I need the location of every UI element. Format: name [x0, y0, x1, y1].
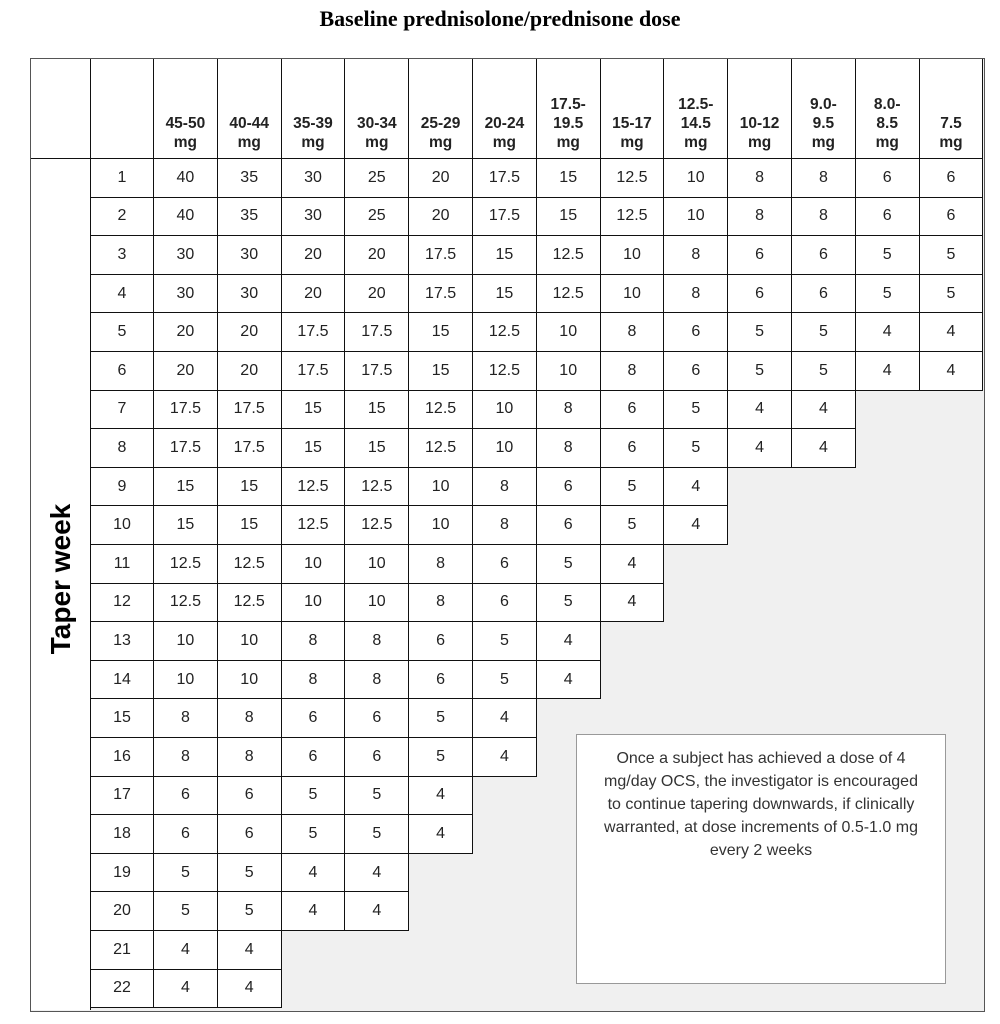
dose-cell: 4	[218, 931, 282, 970]
dose-cell: 10	[218, 622, 282, 661]
page-title: Baseline prednisolone/prednisone dose	[319, 6, 681, 31]
dose-cell: 10	[473, 429, 537, 468]
dose-cell: 15	[473, 236, 537, 275]
dose-cell: 4	[537, 661, 601, 700]
dose-cell: 4	[856, 313, 920, 352]
dose-cell: 5	[792, 352, 856, 391]
dose-column-header: 15-17 mg	[601, 59, 665, 159]
dose-cell: 12.5	[473, 352, 537, 391]
dose-cell: 30	[154, 236, 218, 275]
dose-cell: 20	[282, 275, 346, 314]
dose-cell: 4	[154, 970, 218, 1009]
dose-cell: 4	[345, 854, 409, 893]
dose-cell: 12.5	[537, 236, 601, 275]
dose-column-header: 17.5- 19.5 mg	[537, 59, 601, 159]
dose-cell: 15	[218, 468, 282, 507]
dose-cell: 17.5	[218, 429, 282, 468]
taper-week-number: 16	[91, 738, 154, 777]
dose-cell: 5	[345, 815, 409, 854]
dose-cell: 15	[345, 429, 409, 468]
dose-cell: 5	[154, 854, 218, 893]
dose-cell: 5	[409, 738, 473, 777]
dose-column-header: 45-50 mg	[154, 59, 218, 159]
dose-cell: 17.5	[154, 429, 218, 468]
dose-cell: 30	[218, 275, 282, 314]
taper-week-number: 19	[91, 854, 154, 893]
dose-cell: 5	[792, 313, 856, 352]
dose-cell: 12.5	[409, 391, 473, 430]
taper-week-number: 14	[91, 661, 154, 700]
dose-cell: 6	[473, 584, 537, 623]
dose-cell: 10	[345, 584, 409, 623]
dose-cell: 6	[920, 159, 984, 198]
dose-cell: 4	[664, 468, 728, 507]
dose-cell: 5	[601, 506, 665, 545]
dose-cell: 25	[345, 198, 409, 237]
dose-cell: 6	[601, 429, 665, 468]
dose-cell: 6	[728, 236, 792, 275]
taper-week-number: 7	[91, 391, 154, 430]
dose-cell: 4	[728, 391, 792, 430]
dose-cell: 10	[154, 622, 218, 661]
dose-cell: 6	[537, 468, 601, 507]
dose-cell: 5	[473, 661, 537, 700]
dose-cell: 8	[664, 275, 728, 314]
dose-cell: 6	[664, 313, 728, 352]
taper-week-number: 15	[91, 699, 154, 738]
dose-cell: 17.5	[154, 391, 218, 430]
dose-cell: 4	[409, 777, 473, 816]
dose-cell: 10	[282, 545, 346, 584]
dose-cell: 8	[282, 622, 346, 661]
dose-cell: 20	[282, 236, 346, 275]
taper-week-number: 20	[91, 892, 154, 931]
dose-cell: 8	[792, 198, 856, 237]
dose-cell: 4	[728, 429, 792, 468]
taper-week-number: 2	[91, 198, 154, 237]
taper-week-number: 12	[91, 584, 154, 623]
dose-cell: 10	[154, 661, 218, 700]
dose-cell: 4	[473, 699, 537, 738]
dose-cell: 8	[218, 699, 282, 738]
dose-cell: 4	[601, 545, 665, 584]
dose-cell: 6	[282, 738, 346, 777]
dose-cell: 12.5	[154, 545, 218, 584]
dose-cell: 17.5	[218, 391, 282, 430]
week-column-header	[91, 59, 154, 159]
dose-cell: 12.5	[409, 429, 473, 468]
dose-cell: 8	[282, 661, 346, 700]
dose-cell: 4	[409, 815, 473, 854]
taper-week-number: 1	[91, 159, 154, 198]
dose-cell: 17.5	[282, 313, 346, 352]
dose-cell: 5	[728, 313, 792, 352]
dose-cell: 10	[537, 352, 601, 391]
dose-cell: 12.5	[282, 506, 346, 545]
dose-cell: 15	[409, 313, 473, 352]
dose-cell: 20	[409, 198, 473, 237]
dose-cell: 15	[282, 391, 346, 430]
taper-note: Once a subject has achieved a dose of 4 mg/day OCS, the investigator is encouraged to continue tapering downwards, if clinically warranted, at dose increments of 0.5-1.0 mg every 2 weeks	[576, 734, 946, 984]
dose-cell: 6	[218, 777, 282, 816]
dose-column-header: 30-34 mg	[345, 59, 409, 159]
axis-label: Taper week	[45, 503, 76, 655]
dose-cell: 6	[856, 198, 920, 237]
dose-cell: 5	[856, 236, 920, 275]
dose-cell: 6	[537, 506, 601, 545]
taper-week-number: 4	[91, 275, 154, 314]
dose-cell: 8	[728, 159, 792, 198]
corner-cell	[31, 59, 91, 159]
dose-cell: 20	[409, 159, 473, 198]
dose-cell: 4	[792, 391, 856, 430]
dose-cell: 8	[537, 391, 601, 430]
taper-week-number: 5	[91, 313, 154, 352]
dose-cell: 6	[154, 815, 218, 854]
dose-cell: 12.5	[473, 313, 537, 352]
dose-cell: 6	[154, 777, 218, 816]
taper-week-number: 13	[91, 622, 154, 661]
dose-cell: 25	[345, 159, 409, 198]
dose-cell: 6	[409, 661, 473, 700]
dose-cell: 17.5	[345, 352, 409, 391]
dose-cell: 15	[409, 352, 473, 391]
dose-cell: 6	[218, 815, 282, 854]
dose-cell: 6	[345, 738, 409, 777]
dose-cell: 5	[345, 777, 409, 816]
dose-cell: 17.5	[473, 198, 537, 237]
dose-cell: 4	[601, 584, 665, 623]
dose-cell: 20	[345, 236, 409, 275]
dose-cell: 15	[345, 391, 409, 430]
dose-cell: 5	[473, 622, 537, 661]
dose-column-header: 7.5 mg	[920, 59, 984, 159]
taper-week-number: 11	[91, 545, 154, 584]
dose-cell: 8	[345, 661, 409, 700]
dose-cell: 20	[154, 352, 218, 391]
dose-cell: 8	[537, 429, 601, 468]
dose-cell: 4	[154, 931, 218, 970]
dose-cell: 8	[409, 545, 473, 584]
dose-cell: 5	[537, 584, 601, 623]
dose-cell: 10	[664, 159, 728, 198]
dose-cell: 6	[792, 236, 856, 275]
dose-cell: 5	[920, 275, 984, 314]
dose-cell: 10	[409, 506, 473, 545]
dose-cell: 30	[154, 275, 218, 314]
dose-cell: 12.5	[601, 198, 665, 237]
taper-week-number: 18	[91, 815, 154, 854]
dose-cell: 30	[218, 236, 282, 275]
dose-cell: 15	[154, 468, 218, 507]
dose-cell: 35	[218, 198, 282, 237]
dose-cell: 4	[218, 970, 282, 1009]
dose-cell: 10	[601, 236, 665, 275]
dose-column-header: 10-12 mg	[728, 59, 792, 159]
dose-cell: 5	[282, 815, 346, 854]
dose-column-header: 35-39 mg	[282, 59, 346, 159]
taper-week-number: 22	[91, 970, 154, 1009]
dose-cell: 17.5	[473, 159, 537, 198]
taper-week-number: 6	[91, 352, 154, 391]
dose-cell: 5	[920, 236, 984, 275]
taper-table	[30, 58, 985, 1012]
dose-cell: 35	[218, 159, 282, 198]
dose-cell: 40	[154, 159, 218, 198]
dose-cell: 30	[282, 159, 346, 198]
dose-cell: 17.5	[409, 275, 473, 314]
dose-cell: 15	[218, 506, 282, 545]
dose-cell: 6	[601, 391, 665, 430]
dose-cell: 10	[282, 584, 346, 623]
dose-cell: 12.5	[218, 545, 282, 584]
dose-cell: 5	[728, 352, 792, 391]
dose-cell: 20	[154, 313, 218, 352]
dose-cell: 10	[409, 468, 473, 507]
dose-column-header: 9.0- 9.5 mg	[792, 59, 856, 159]
axis-cell	[31, 159, 91, 1010]
dose-cell: 40	[154, 198, 218, 237]
taper-week-number: 3	[91, 236, 154, 275]
dose-cell: 6	[728, 275, 792, 314]
dose-cell: 8	[792, 159, 856, 198]
dose-cell: 5	[282, 777, 346, 816]
dose-column-header: 8.0- 8.5 mg	[856, 59, 920, 159]
dose-cell: 20	[218, 352, 282, 391]
dose-cell: 8	[154, 699, 218, 738]
dose-cell: 5	[601, 468, 665, 507]
dose-column-header: 40-44 mg	[218, 59, 282, 159]
dose-column-header: 25-29 mg	[409, 59, 473, 159]
dose-cell: 6	[473, 545, 537, 584]
dose-cell: 6	[409, 622, 473, 661]
dose-cell: 17.5	[409, 236, 473, 275]
dose-cell: 10	[601, 275, 665, 314]
dose-cell: 4	[664, 506, 728, 545]
dose-cell: 12.5	[345, 506, 409, 545]
dose-cell: 5	[537, 545, 601, 584]
dose-cell: 8	[154, 738, 218, 777]
dose-cell: 10	[537, 313, 601, 352]
dose-cell: 6	[345, 699, 409, 738]
dose-cell: 12.5	[537, 275, 601, 314]
taper-week-number: 10	[91, 506, 154, 545]
dose-cell: 12.5	[218, 584, 282, 623]
dose-cell: 4	[920, 313, 984, 352]
dose-cell: 10	[473, 391, 537, 430]
dose-cell: 5	[154, 892, 218, 931]
dose-cell: 20	[218, 313, 282, 352]
dose-cell: 4	[537, 622, 601, 661]
dose-cell: 8	[601, 313, 665, 352]
dose-cell: 6	[664, 352, 728, 391]
dose-cell: 4	[856, 352, 920, 391]
dose-cell: 8	[601, 352, 665, 391]
dose-cell: 12.5	[282, 468, 346, 507]
dose-cell: 6	[856, 159, 920, 198]
dose-cell: 8	[473, 506, 537, 545]
dose-cell: 4	[920, 352, 984, 391]
dose-cell: 8	[473, 468, 537, 507]
dose-cell: 10	[345, 545, 409, 584]
taper-week-number: 8	[91, 429, 154, 468]
dose-cell: 8	[664, 236, 728, 275]
dose-column-header: 12.5- 14.5 mg	[664, 59, 728, 159]
dose-cell: 6	[920, 198, 984, 237]
taper-week-number: 9	[91, 468, 154, 507]
dose-cell: 12.5	[345, 468, 409, 507]
dose-cell: 8	[728, 198, 792, 237]
dose-cell: 5	[218, 854, 282, 893]
taper-week-number: 21	[91, 931, 154, 970]
dose-cell: 15	[537, 198, 601, 237]
dose-cell: 17.5	[345, 313, 409, 352]
dose-cell: 6	[792, 275, 856, 314]
dose-cell: 5	[409, 699, 473, 738]
dose-cell: 8	[409, 584, 473, 623]
dose-cell: 4	[473, 738, 537, 777]
dose-cell: 4	[282, 892, 346, 931]
dose-cell: 10	[664, 198, 728, 237]
dose-cell: 8	[218, 738, 282, 777]
dose-cell: 6	[282, 699, 346, 738]
dose-column-header: 20-24 mg	[473, 59, 537, 159]
dose-cell: 15	[282, 429, 346, 468]
dose-cell: 15	[473, 275, 537, 314]
dose-cell: 17.5	[282, 352, 346, 391]
dose-cell: 4	[282, 854, 346, 893]
dose-cell: 5	[664, 429, 728, 468]
dose-cell: 30	[282, 198, 346, 237]
dose-cell: 12.5	[154, 584, 218, 623]
dose-cell: 12.5	[601, 159, 665, 198]
taper-week-number: 17	[91, 777, 154, 816]
dose-cell: 4	[345, 892, 409, 931]
dose-cell: 5	[856, 275, 920, 314]
dose-cell: 10	[218, 661, 282, 700]
dose-cell: 4	[792, 429, 856, 468]
dose-cell: 5	[664, 391, 728, 430]
dose-cell: 5	[218, 892, 282, 931]
dose-cell: 15	[537, 159, 601, 198]
dose-cell: 15	[154, 506, 218, 545]
dose-cell: 8	[345, 622, 409, 661]
dose-cell: 20	[345, 275, 409, 314]
